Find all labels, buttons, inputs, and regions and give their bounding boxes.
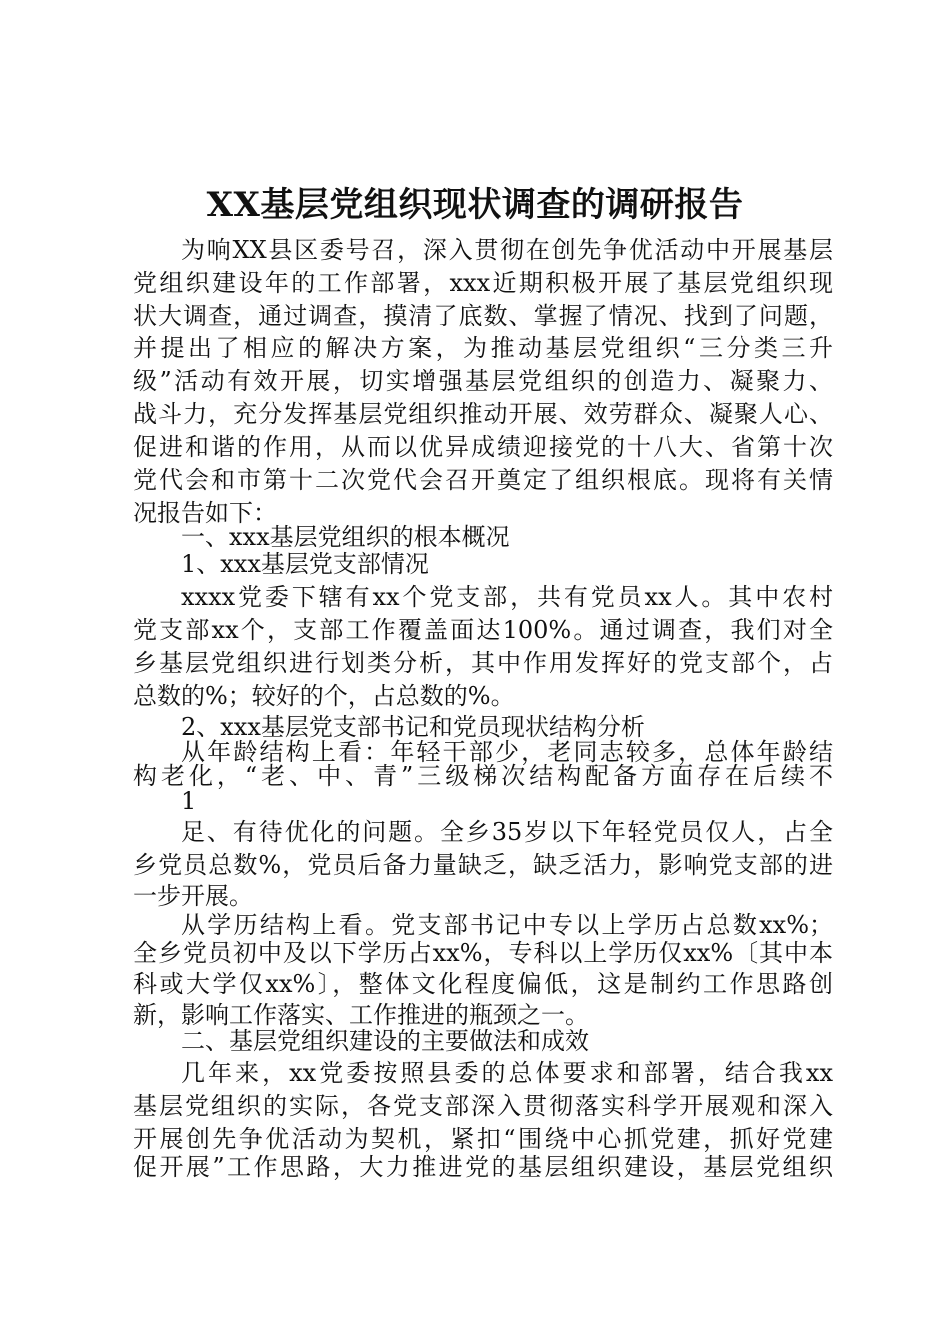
text-line: xxxx党委下辖有xx个党支部，共有党员xx人。其中农村 <box>181 583 833 611</box>
subsection-heading: 1、xxx基层党支部情况 <box>181 550 429 578</box>
text-line: 足、有待优化的问题。全乡35岁以下年轻党员仅人，占全 <box>181 818 833 846</box>
text-line: 为响XX县区委号召，深入贯彻在创先争优活动中开展基层 <box>181 236 833 264</box>
text-line: 状大调查，通过调查，摸清了底数、掌握了情况、找到了问题， <box>133 302 833 330</box>
subsection-heading: 2、xxx基层党支部书记和党员现状结构分析 <box>181 713 645 741</box>
text-line: 开展创先争优活动为契机，紧扣“围绕中心抓党建，抓好党建 <box>133 1125 833 1153</box>
text-line: 乡党员总数%，党员后备力量缺乏，缺乏活力，影响党支部的进 <box>133 851 833 879</box>
section-heading: 一、xxx基层党组织的根本概况 <box>181 523 510 551</box>
text-line: 几年来，xx党委按照县委的总体要求和部署，结合我xx <box>181 1059 833 1087</box>
section-heading: 二、基层党组织建设的主要做法和成效 <box>181 1027 589 1055</box>
text-line: 党支部xx个，支部工作覆盖面达100%。通过调查，我们对全 <box>133 616 833 644</box>
text-line: 基层党组织的实际，各党支部深入贯彻落实科学开展观和深入 <box>133 1092 833 1120</box>
text-line: 并提出了相应的解决方案，为推动基层党组织“三分类三升 <box>133 334 833 362</box>
text-line: 况报告如下： <box>133 499 277 527</box>
text-line: 党组织建设年的工作部署，xxx近期积极开展了基层党组织现 <box>133 269 833 297</box>
text-line: 构老化，“老、中、青”三级梯次结构配备方面存在后续不 <box>133 762 833 790</box>
text-line: 党代会和市第十二次党代会召开奠定了组织根底。现将有关情 <box>133 466 833 494</box>
text-line: 总数的%；较好的个，占总数的%。 <box>133 682 515 710</box>
text-line: 全乡党员初中及以下学历占xx%，专科以上学历仅xx%〔其中本 <box>133 939 833 967</box>
page-number: 1 <box>181 787 197 815</box>
text-line: 从年龄结构上看：年轻干部少，老同志较多，总体年龄结 <box>181 738 833 766</box>
text-line: 一步开展。 <box>133 882 253 910</box>
text-line: 科或大学仅xx%〕，整体文化程度偏低，这是制约工作思路创 <box>133 970 833 998</box>
text-line: 新，影响工作落实、工作推进的瓶颈之一。 <box>133 1001 589 1029</box>
text-line: 促开展”工作思路，大力推进党的基层组织建设，基层党组织 <box>133 1153 833 1181</box>
text-line: 级”活动有效开展，切实增强基层党组织的创造力、凝聚力、 <box>133 367 833 395</box>
document-title: XX基层党组织现状调查的调研报告 <box>206 185 744 225</box>
text-line: 战斗力，充分发挥基层党组织推动开展、效劳群众、凝聚人心、 <box>133 400 833 428</box>
text-line: 促进和谐的作用，从而以优异成绩迎接党的十八大、省第十次 <box>133 433 833 461</box>
text-line: 乡基层党组织进行划类分析，其中作用发挥好的党支部个，占 <box>133 649 833 677</box>
text-line: 从学历结构上看。党支部书记中专以上学历占总数xx%； <box>181 911 833 939</box>
